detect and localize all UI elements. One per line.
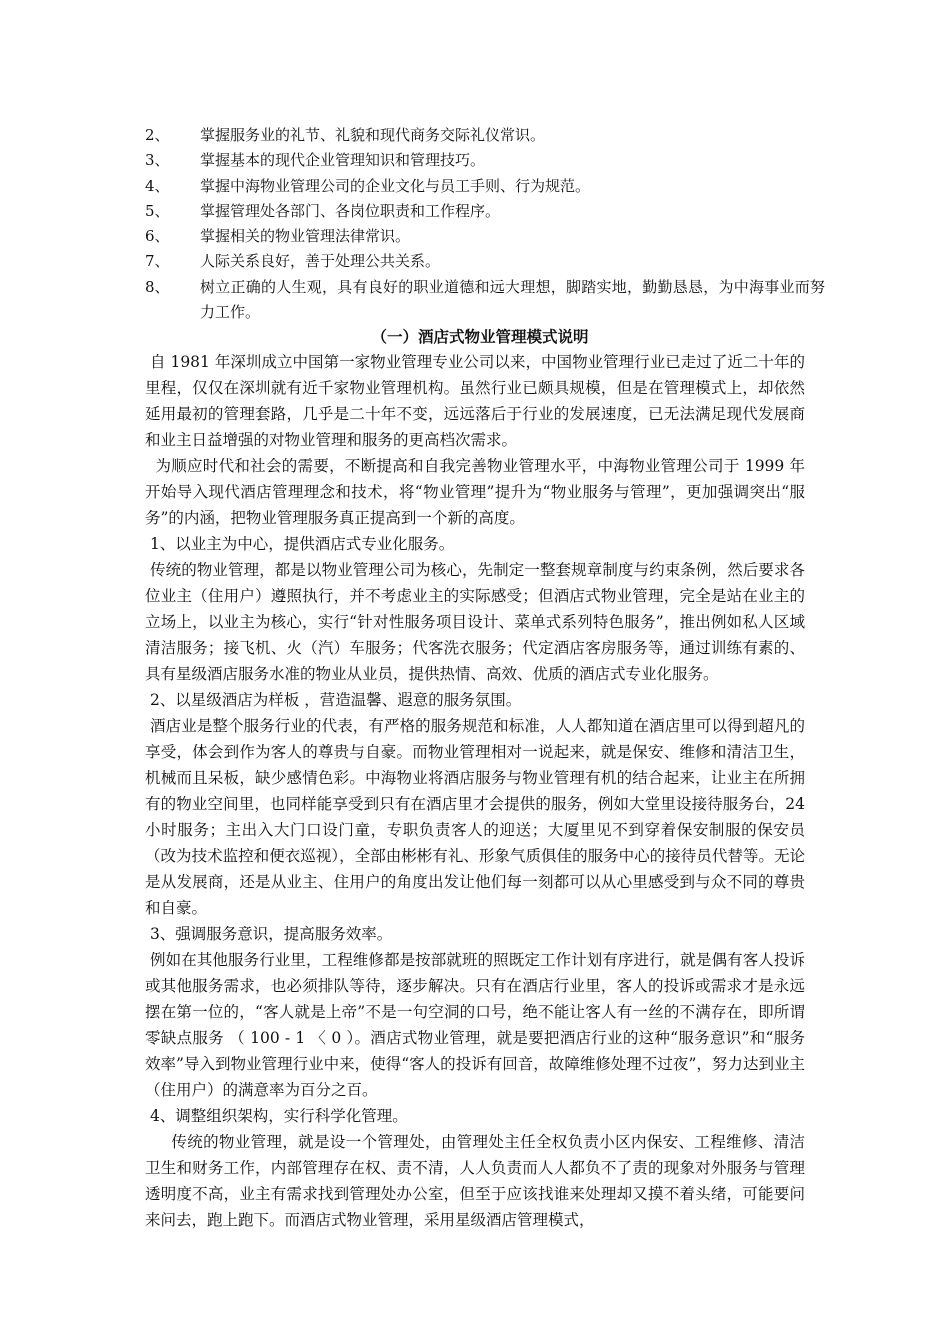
list-item-number: 2、: [145, 126, 170, 144]
subheading-service-awareness: 3、强调服务意识，提高服务效率。: [145, 925, 393, 943]
list-item: [145, 199, 825, 224]
list-item-text: 掌握基本的现代企业管理知识和管理技巧。: [200, 151, 486, 170]
paragraph-intro: 自 1981 年深圳成立中国第一家物业管理专业公司以来，中国物业管理行业已走过了近二十年的里程，仅仅在深圳就有近千家物业管理机构。虽然行业已颇具规模，但是在管理模式上，却依然延用最初的管理套路，几乎是二十年不变，远远落后于行业的发展速度，已无法满足现代发展商和业主日益增强的对物业管理和服务的更高档次需求。: [145, 353, 805, 449]
list-item: [145, 224, 825, 249]
list-item-number: 8、: [145, 277, 170, 296]
section-title: （一）酒店式物业管理模式说明: [371, 327, 589, 346]
list-item-number: 5、: [145, 201, 170, 220]
list-item: [145, 148, 825, 173]
list-item-text: 树立正确的人生观，具有良好的职业道德和远大理想，脚踏实地，勤勤恳恳，为中海事业而努力工作。: [200, 277, 825, 322]
subheading-star-hotel: 2、以星级酒店为样板 ，营造温馨、遐意的服务氛围。: [145, 691, 522, 709]
list-item-text: 掌握中海物业管理公司的企业文化与员工手则、行为规范。: [200, 176, 591, 195]
paragraph-star-hotel: 酒店业是整个服务行业的代表，有严格的服务规范和标准，人人都知道在酒店里可以得到超凡的享受，体会到作为客人的尊贵与自豪。而物业管理相对一说起来，就是保安、维修和清洁卫生，机械而且呆板，缺少感情色彩。中海物业将酒店服务与物业管理有机的结合起来，让业主在所拥有的物业空间里，也同样能享受到只有在酒店里才会提供的服务，例如大堂里设接待服务台，24 小时服务；主出入大门口设门童，专职负责客人的迎送；大厦里见不到穿着保安制服的保安员（改为技术监控和便衣巡视），全部由彬彬有礼、形象气质俱佳的服务中心的接待员代替等。无论是从发展商，还是从业主、住用户的角度出发让他们每一刻都可以从心里感受到与众不同的尊贵和自豪。: [145, 717, 810, 917]
subheading-owner-centered: 1、以业主为中心，提供酒店式专业化服务。: [145, 535, 455, 553]
paragraph-adoption: 为顺应时代和社会的需要，不断提高和自我完善物业管理水平，中海物业管理公司于 1999 年开始导入现代酒店管理理念和技术，将“物业管理”提升为“物业服务与管理”，更加强调突出“服务”的内涵，把物业管理服务真正提高到一个新的高度。: [145, 457, 805, 527]
list-item-number: 4、: [145, 176, 170, 195]
requirements-list: [145, 123, 825, 325]
subheading-organization: 4、调整组织架构，实行科学化管理。: [145, 1107, 408, 1125]
paragraph-organization: 传统的物业管理，就是设一个管理处，由管理处主任全权负责小区内保安、工程维修、清洁卫生和财务工作，内部管理存在权、责不清，人人负责而人人都负不了责的现象对外服务与管理透明度不高，业主有需求找到管理处办公室，但至于应该找谁来处理却又摸不着头绪，可能要问来问去，跑上跑下。而酒店式物业管理，采用星级酒店管理模式，: [145, 1133, 805, 1229]
list-item: [145, 123, 825, 148]
list-item: [145, 174, 825, 199]
document-body: [145, 349, 810, 1233]
list-item-number: 6、: [145, 227, 170, 246]
list-item: [145, 249, 825, 274]
list-item-number: 7、: [145, 252, 170, 271]
list-item: [145, 275, 825, 326]
list-item-text: 人际关系良好，善于处理公共关系。: [200, 252, 441, 271]
list-item-text: 掌握管理处各部门、各岗位职责和工作程序。: [200, 201, 501, 220]
list-item-text: 掌握相关的物业管理法律常识。: [200, 227, 411, 246]
list-item-text: 掌握服务业的礼节、礼貌和现代商务交际礼仪常识。: [200, 126, 546, 144]
paragraph-owner-centered: 传统的物业管理，都是以物业管理公司为核心，先制定一整套规章制度与约束条例，然后要求各位业主（住用户）遵照执行，并不考虑业主的实际感受；但酒店式物业管理，完全是站在业主的立场上，以业主为核心，实行“针对性服务项目设计、菜单式系列特色服务”，推出例如私人区域清洁服务；接飞机、火（汽）车服务；代客洗衣服务；代定酒店客房服务等，通过训练有素的、具有星级酒店服务水准的物业从业员，提供热情、高效、优质的酒店式专业化服务。: [145, 561, 805, 683]
paragraph-service-awareness: 例如在其他服务行业里，工程维修都是按部就班的照既定工作计划有序进行，就是偶有客人投诉或其他服务需求，也必须排队等待，逐步解决。只有在酒店行业里，客人的投诉或需求才是永远摆在第一位的，“客人就是上帝”不是一句空洞的口号，绝不能让客人有一丝的不满存在，即所谓零缺点服务 （ 100 - 1 〈 0 ）。酒店式物业管理，就是要把酒店行业的这种“服务意识”和“服务效率”导入到物业管理行业中来，使得“客人的投诉有回音，故障维修处理不过夜”，努力达到业主（住用户）的满意率为百分之百。: [145, 951, 805, 1099]
list-item-number: 3、: [145, 151, 170, 170]
